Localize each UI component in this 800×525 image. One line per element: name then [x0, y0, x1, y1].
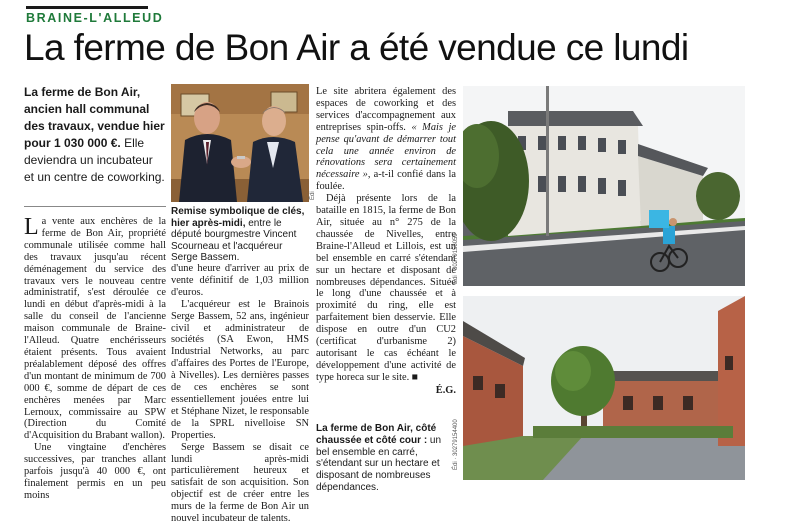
photo-key-handover	[171, 84, 309, 202]
kicker-rule	[26, 6, 148, 9]
photo-farm-courtyard	[463, 296, 745, 480]
lead-paragraph	[24, 84, 166, 186]
author-signature: É.G.	[435, 384, 456, 396]
lead-bold: La ferme de Bon Air, ancien hall communal des travaux, vendue hier pour 1 030 000 €.	[24, 85, 165, 150]
col3-paragraph-1b: , a-t-il confié dans la foulée.	[316, 169, 456, 193]
col3-paragraph-2: Déjà présente lors de la bataille en 1815, la ferme de Bon Air, située au n° 275 de la chaussée de Nivelles, entre Braine-l'Alleud et Lillois, est un bel ensemble en carré s'étendant sur un hectare et disposant de nombreuses dépendances. Située le long d'une chaussée et à proximité du ring, elle est parfaitement bien desservie. Elle dispose en outre d'un CU2 (certificat d'urbanisme 2) autorisant le cas échéant le développement d'une activité de type horeca sur le site. ■	[316, 193, 456, 383]
photo-farm-road	[463, 86, 745, 286]
lead-separator	[24, 206, 166, 207]
article-column-3	[316, 86, 456, 397]
headline: La ferme de Bon Air a été vendue ce lundi	[24, 27, 689, 68]
photo3-credit: Édi · 30279154400	[453, 419, 459, 470]
drop-cap: L	[24, 214, 39, 240]
col3-paragraph-1a: Le site abritera également des espaces de coworking et des services d'accompagnement aux entreprises spin-offs.	[316, 86, 456, 133]
photo3-caption	[316, 423, 456, 494]
col2-paragraph-1: d'une heure d'arriver au prix de vente définitif de 1,03 million d'euros.	[171, 263, 309, 298]
col2-paragraph-3: Serge Bassem se disait ce lundi après-midi particulièrement heureux et satisfait de son acquisition. Son objectif est de créer entre les murs de la ferme de Bon Air un nouvel incubateur de talents.	[171, 441, 309, 525]
col1-paragraph-1: a vente aux enchères de la ferme de Bon Air, propriété communale utilisée comme hall des travaux jusqu'au récent déménagement du service des travaux vers le nouveau centre administratif, s'est déroulée ce lundi en début d'après-midi à la salle du conseil de l'ancienne maison communale de Braine-l'Alleud. Quatre enchérisseurs étaient présents. Tous avaient préalablement déposé des offres d'un montant de minimum de 700 000 €, somme de départ de ces enchères menées par Marc Lernoux, commissaire au SPW (Direction du Comité d'Acquisition du Brabant wallon).	[24, 216, 166, 442]
section-kicker: BRAINE-L'ALLEUD	[26, 11, 164, 25]
photo2-credit: Édi · 30279156059	[453, 233, 459, 284]
col3-quote: « Mais je pense qu'avant de démarrer tout cela une année environ de rénovations sera certainement nécessaire »	[316, 121, 456, 181]
photo3-caption-bold: La ferme de Bon Air, côté chaussée et côté cour :	[316, 423, 437, 446]
col2-paragraph-2: L'acquéreur est le Brainois Serge Bassem, 52 ans, ingénieur civil et administrateur de sociétés (SA Ewon, HMS Industrial Networks, au parc d'affaires des Portes de l'Europe, à Nivelles). Les dernières passes de ces enchères se sont essentiellement jouées entre lui et Stéphane Nizet, le responsable de la SPRL nivelloise SN Properties.	[171, 298, 309, 441]
photo1-caption-bold: Remise symbolique de clés, hier après-midi,	[171, 206, 305, 229]
photo1-caption	[171, 206, 309, 264]
article-column-1	[24, 216, 166, 502]
photo3-caption-regular: un bel ensemble en carré, s'étendant sur un hectare et disposant de nombreuses dépendances.	[316, 434, 442, 493]
col1-paragraph-2: Une vingtaine d'enchères successives, par tranches allant parfois jusqu'à 40 000 €, ont finalement permis en un peu moins	[24, 442, 166, 501]
article-column-2	[171, 263, 309, 525]
lead-regular: Elle deviendra un incubateur et un centre de coworking.	[24, 136, 165, 184]
photo1-credit: Édi	[310, 191, 316, 200]
photo1-caption-regular: entre le député bourgmestre Vincent Scourneau et l'acquéreur Serge Bassem.	[171, 217, 297, 264]
